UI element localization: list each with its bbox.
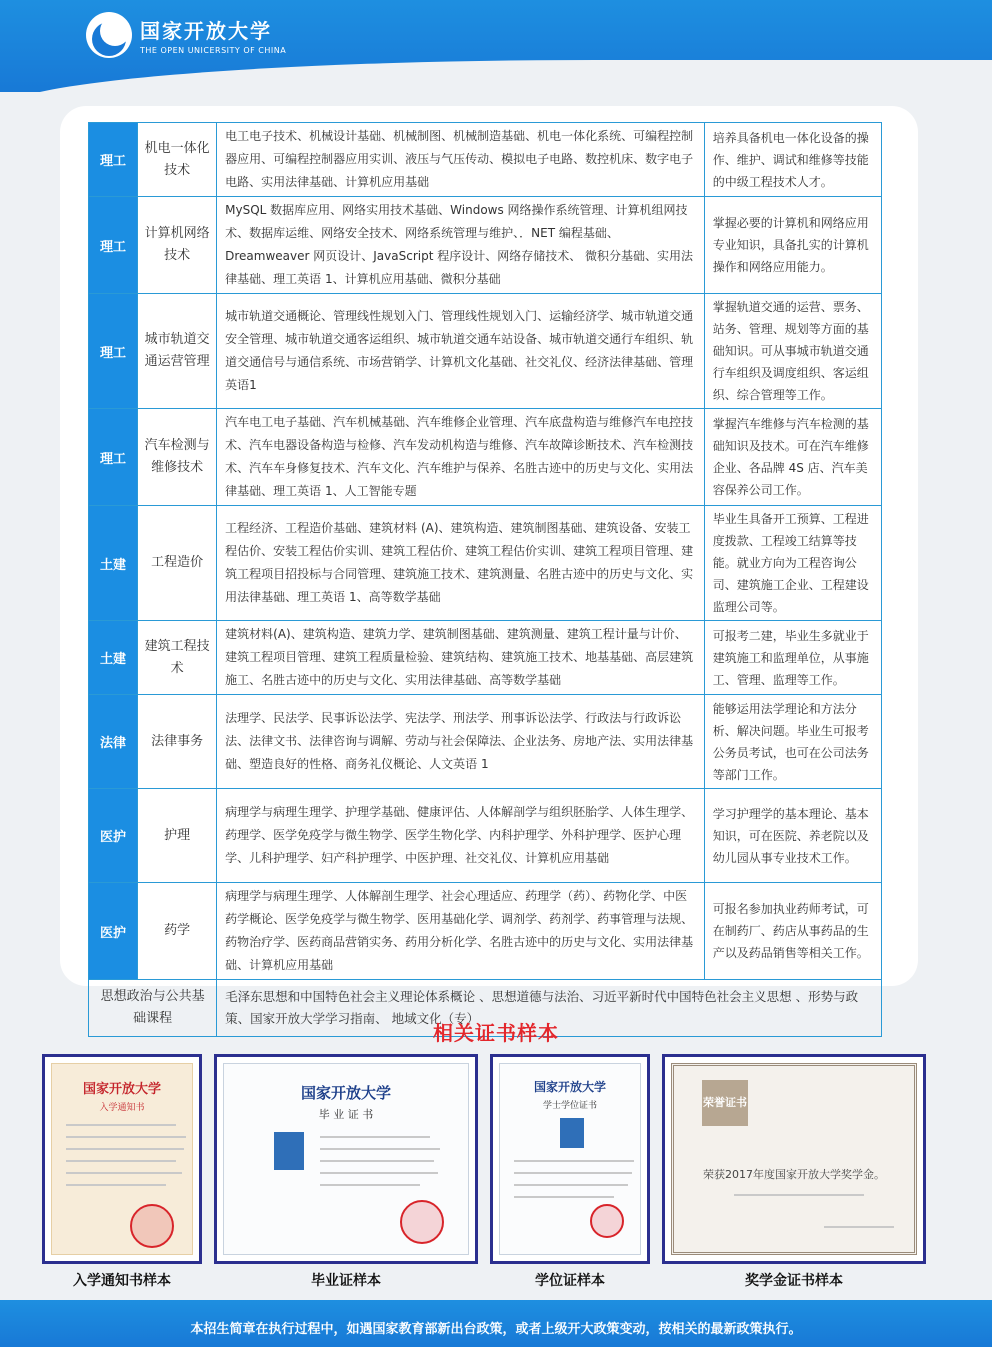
text-line — [320, 1184, 420, 1186]
degree-heading: 国家开放大学 — [533, 1080, 606, 1094]
major-name: 药学 — [138, 883, 217, 980]
training-goal: 学习护理学的基本理论、基本知识，可在医院、养老院以及幼儿园从事专业技术工作。 — [704, 789, 881, 883]
training-goal: 毕业生具备开工预算、工程进度拨款、工程竣工结算等技能。就业方向为工程咨询公司、建筑施工企业、工程建设监理公司等。 — [704, 506, 881, 621]
certificate-admission-sample — [42, 1054, 202, 1264]
table-row — [89, 695, 882, 789]
table-row — [89, 621, 882, 695]
text-line — [734, 1194, 864, 1196]
training-goal: 培养具备机电一体化设备的操作、维护、调试和维修等技能的中级工程技术人才。 — [704, 123, 881, 197]
text-line — [320, 1148, 440, 1150]
honor-heading: 荣誉证书 — [702, 1080, 748, 1126]
category-cell: 理工 — [89, 197, 138, 294]
text-line — [66, 1124, 176, 1126]
university-name-en: THE OPEN UNICERSITY OF CHINA — [140, 46, 287, 55]
category-cell: 理工 — [89, 123, 138, 197]
certificate-scholarship-sample — [662, 1054, 926, 1264]
course-list: 工程经济、工程造价基础、建筑材料 (A)、建筑构造、建筑制图基础、建筑设备、安装工程估价、安装工程估价实训、建筑工程估价、建筑工程估价实训、建筑工程项目管理、建筑工程项目招投标与合同管理、建筑施工技术、建筑测量、名胜古迹中的历史与文化、实用法律基础、理工英语 1、高等数学基础 — [217, 506, 705, 621]
major-name: 法律事务 — [138, 695, 217, 789]
training-goal: 掌握必要的计算机和网络应用专业知识，具备扎实的计算机操作和网络应用能力。 — [704, 197, 881, 294]
course-list: 法理学、民法学、民事诉讼法学、宪法学、刑法学、刑事诉讼法学、行政法与行政诉讼法、法律文书、法律咨询与调解、劳动与社会保障法、企业法务、房地产法、实用法律基础、塑造良好的性格、商务礼仪概论、人文英语 1 — [217, 695, 705, 789]
text-line — [320, 1136, 430, 1138]
scholarship-text: 荣获2017年度国家开放大学奖学金。 — [703, 1168, 885, 1181]
category-cell: 医护 — [89, 883, 138, 980]
table-row — [89, 197, 882, 294]
category-cell: 理工 — [89, 294, 138, 409]
text-line — [514, 1172, 632, 1174]
training-goal: 掌握汽车维修与汽车检测的基础知识及技术。可在汽车维修企业、各品牌 4S 店、汽车美容保养公司工作。 — [704, 409, 881, 506]
student-photo-icon — [274, 1132, 304, 1170]
course-list: 建筑材料(A)、建筑构造、建筑力学、建筑制图基础、建筑测量、建筑工程计量与计价、建筑工程项目管理、建筑工程质量检验、建筑结构、建筑施工技术、地基基础、高层建筑施工、名胜古迹中的历史与文化、实用法律基础、高等数学基础 — [217, 621, 705, 695]
category-cell: 医护 — [89, 789, 138, 883]
footer-notice: 本招生简章在执行过程中，如遇国家教育部新出台政策，或者上级开大政策变动，按相关的最新政策执行。 — [190, 1322, 802, 1337]
training-goal: 可报考二建，毕业生多就业于建筑施工和监理单位，从事施工、管理、监理等工作。 — [704, 621, 881, 695]
category-cell: 土建 — [89, 621, 138, 695]
table-row — [89, 506, 882, 621]
table-row — [89, 409, 882, 506]
text-line — [514, 1196, 614, 1198]
graduation-heading: 国家开放大学 — [300, 1084, 391, 1102]
training-goal: 可报名参加执业药师考试，可在制药厂、药店从事药品的生产以及药品销售等相关工作。 — [704, 883, 881, 980]
certificate-degree-sample — [490, 1054, 650, 1264]
text-line — [514, 1160, 634, 1162]
red-seal-icon — [400, 1200, 444, 1244]
category-cell: 法律 — [89, 695, 138, 789]
politics-courses: 毛泽东思想和中国特色社会主义理论体系概论 、思想道德与法治、习近平新时代中国特色社会主义思想 、形势与政策、国家开放大学学习指南、 地域文化（专） — [217, 980, 882, 1037]
text-line — [514, 1184, 628, 1186]
majors-table — [88, 122, 882, 1037]
major-name: 工程造价 — [138, 506, 217, 621]
course-list: 电工电子技术、机械设计基础、机械制图、机械制造基础、机电一体化系统、可编程控制器应用、可编程控制器应用实训、液压与气压传动、模拟电子电路、数控机床、数字电子电路、实用法律基础、计算机应用基础 — [217, 123, 705, 197]
category-cell: 土建 — [89, 506, 138, 621]
graduation-subheading: 毕 业 证 书 — [318, 1108, 374, 1121]
text-line — [66, 1160, 176, 1162]
major-name: 建筑工程技术 — [138, 621, 217, 695]
text-line — [66, 1184, 166, 1186]
university-emblem-icon — [86, 12, 132, 58]
text-line — [66, 1136, 186, 1138]
category-cell: 理工 — [89, 409, 138, 506]
text-line — [824, 1226, 894, 1228]
course-list: 病理学与病理生理学、护理学基础、健康评估、人体解剖学与组织胚胎学、人体生理学、药理学、医学免疫学与微生物学、医学生物化学、内科护理学、外科护理学、医护心理学、儿科护理学、妇产科护理学、中医护理、社交礼仪、计算机应用基础 — [217, 789, 705, 883]
text-line — [320, 1160, 434, 1162]
text-line — [66, 1172, 182, 1174]
university-name-cn: 国家开放大学 — [140, 19, 272, 43]
table-row — [89, 294, 882, 409]
major-name: 汽车检测与维修技术 — [138, 409, 217, 506]
training-goal: 掌握轨道交通的运营、票务、站务、管理、规划等方面的基础知识。可从事城市轨道交通行车组织及调度组织、客运组织、综合管理等工作。 — [704, 294, 881, 409]
major-name: 计算机网络技术 — [138, 197, 217, 294]
course-list: 城市轨道交通概论、管理线性规划入门、管理线性规划入门、运输经济学、城市轨道交通安全管理、城市轨道交通客运组织、城市轨道交通车站设备、城市轨道交通行车组织、轨道交通信号与通信系统、市场营销学、计算机文化基础、社交礼仪、经济法律基础、管理英语1 — [217, 294, 705, 409]
course-list: 病理学与病理生理学、人体解剖生理学、社会心理适应、药理学（药）、药物化学、中医药学概论、医学免疫学与微生物学、医用基础化学、调剂学、药剂学、药事管理与法规、药物治疗学、医药商品营销实务、药用分析化学、名胜古迹中的历史与文化、实用法律基础、计算机应用基础 — [217, 883, 705, 980]
certificate-label: 毕业证样本 — [311, 1273, 381, 1289]
red-seal-icon — [130, 1204, 174, 1248]
course-list: 汽车电工电子基础、汽车机械基础、汽车维修企业管理、汽车底盘构造与维修汽车电控技术、汽车电器设备构造与检修、汽车发动机构造与维修、汽车故障诊断技术、汽车检测技术、汽车车身修复技术、汽车文化、汽车维护与保养、名胜古迹中的历史与文化、实用法律基础、理工英语 1、人工智能专题 — [217, 409, 705, 506]
table-row — [89, 123, 882, 197]
university-logo — [86, 12, 286, 58]
major-name: 城市轨道交通运营管理 — [138, 294, 217, 409]
major-name: 护理 — [138, 789, 217, 883]
red-seal-icon — [590, 1204, 624, 1238]
admission-heading: 国家开放大学 — [82, 1082, 161, 1097]
certificates-title: 相关证书样本 — [433, 1021, 559, 1045]
table-row — [89, 789, 882, 883]
certificate-label: 入学通知书样本 — [73, 1273, 171, 1289]
certificate-graduation-sample — [214, 1054, 478, 1264]
degree-subheading: 学士学位证书 — [542, 1101, 597, 1111]
major-name: 机电一体化技术 — [138, 123, 217, 197]
admission-subheading: 入学通知书 — [99, 1103, 145, 1113]
certificate-label: 奖学金证书样本 — [745, 1273, 843, 1289]
text-line — [66, 1148, 184, 1150]
certificate-label: 学位证样本 — [535, 1273, 605, 1289]
text-line — [320, 1172, 438, 1174]
course-list: MySQL 数据库应用、网络实用技术基础、Windows 网络操作系统管理、计算机组网技术、数据库运维、网络安全技术、网络系统管理与维护、．NET 编程基础、Dreamweaver 网页设计、JavaScript 程序设计、网络存储技术、 微积分基础、实用法律基础、理工英语 1、计算机应用基础、微积分基础 — [217, 197, 705, 294]
table-row — [89, 883, 882, 980]
training-goal: 能够运用法学理论和方法分析、解决问题。毕业生可报考公务员考试，也可在公司法务等部门工作。 — [704, 695, 881, 789]
politics-label: 思想政治与公共基础课程 — [89, 980, 217, 1037]
student-photo-icon — [560, 1118, 584, 1148]
